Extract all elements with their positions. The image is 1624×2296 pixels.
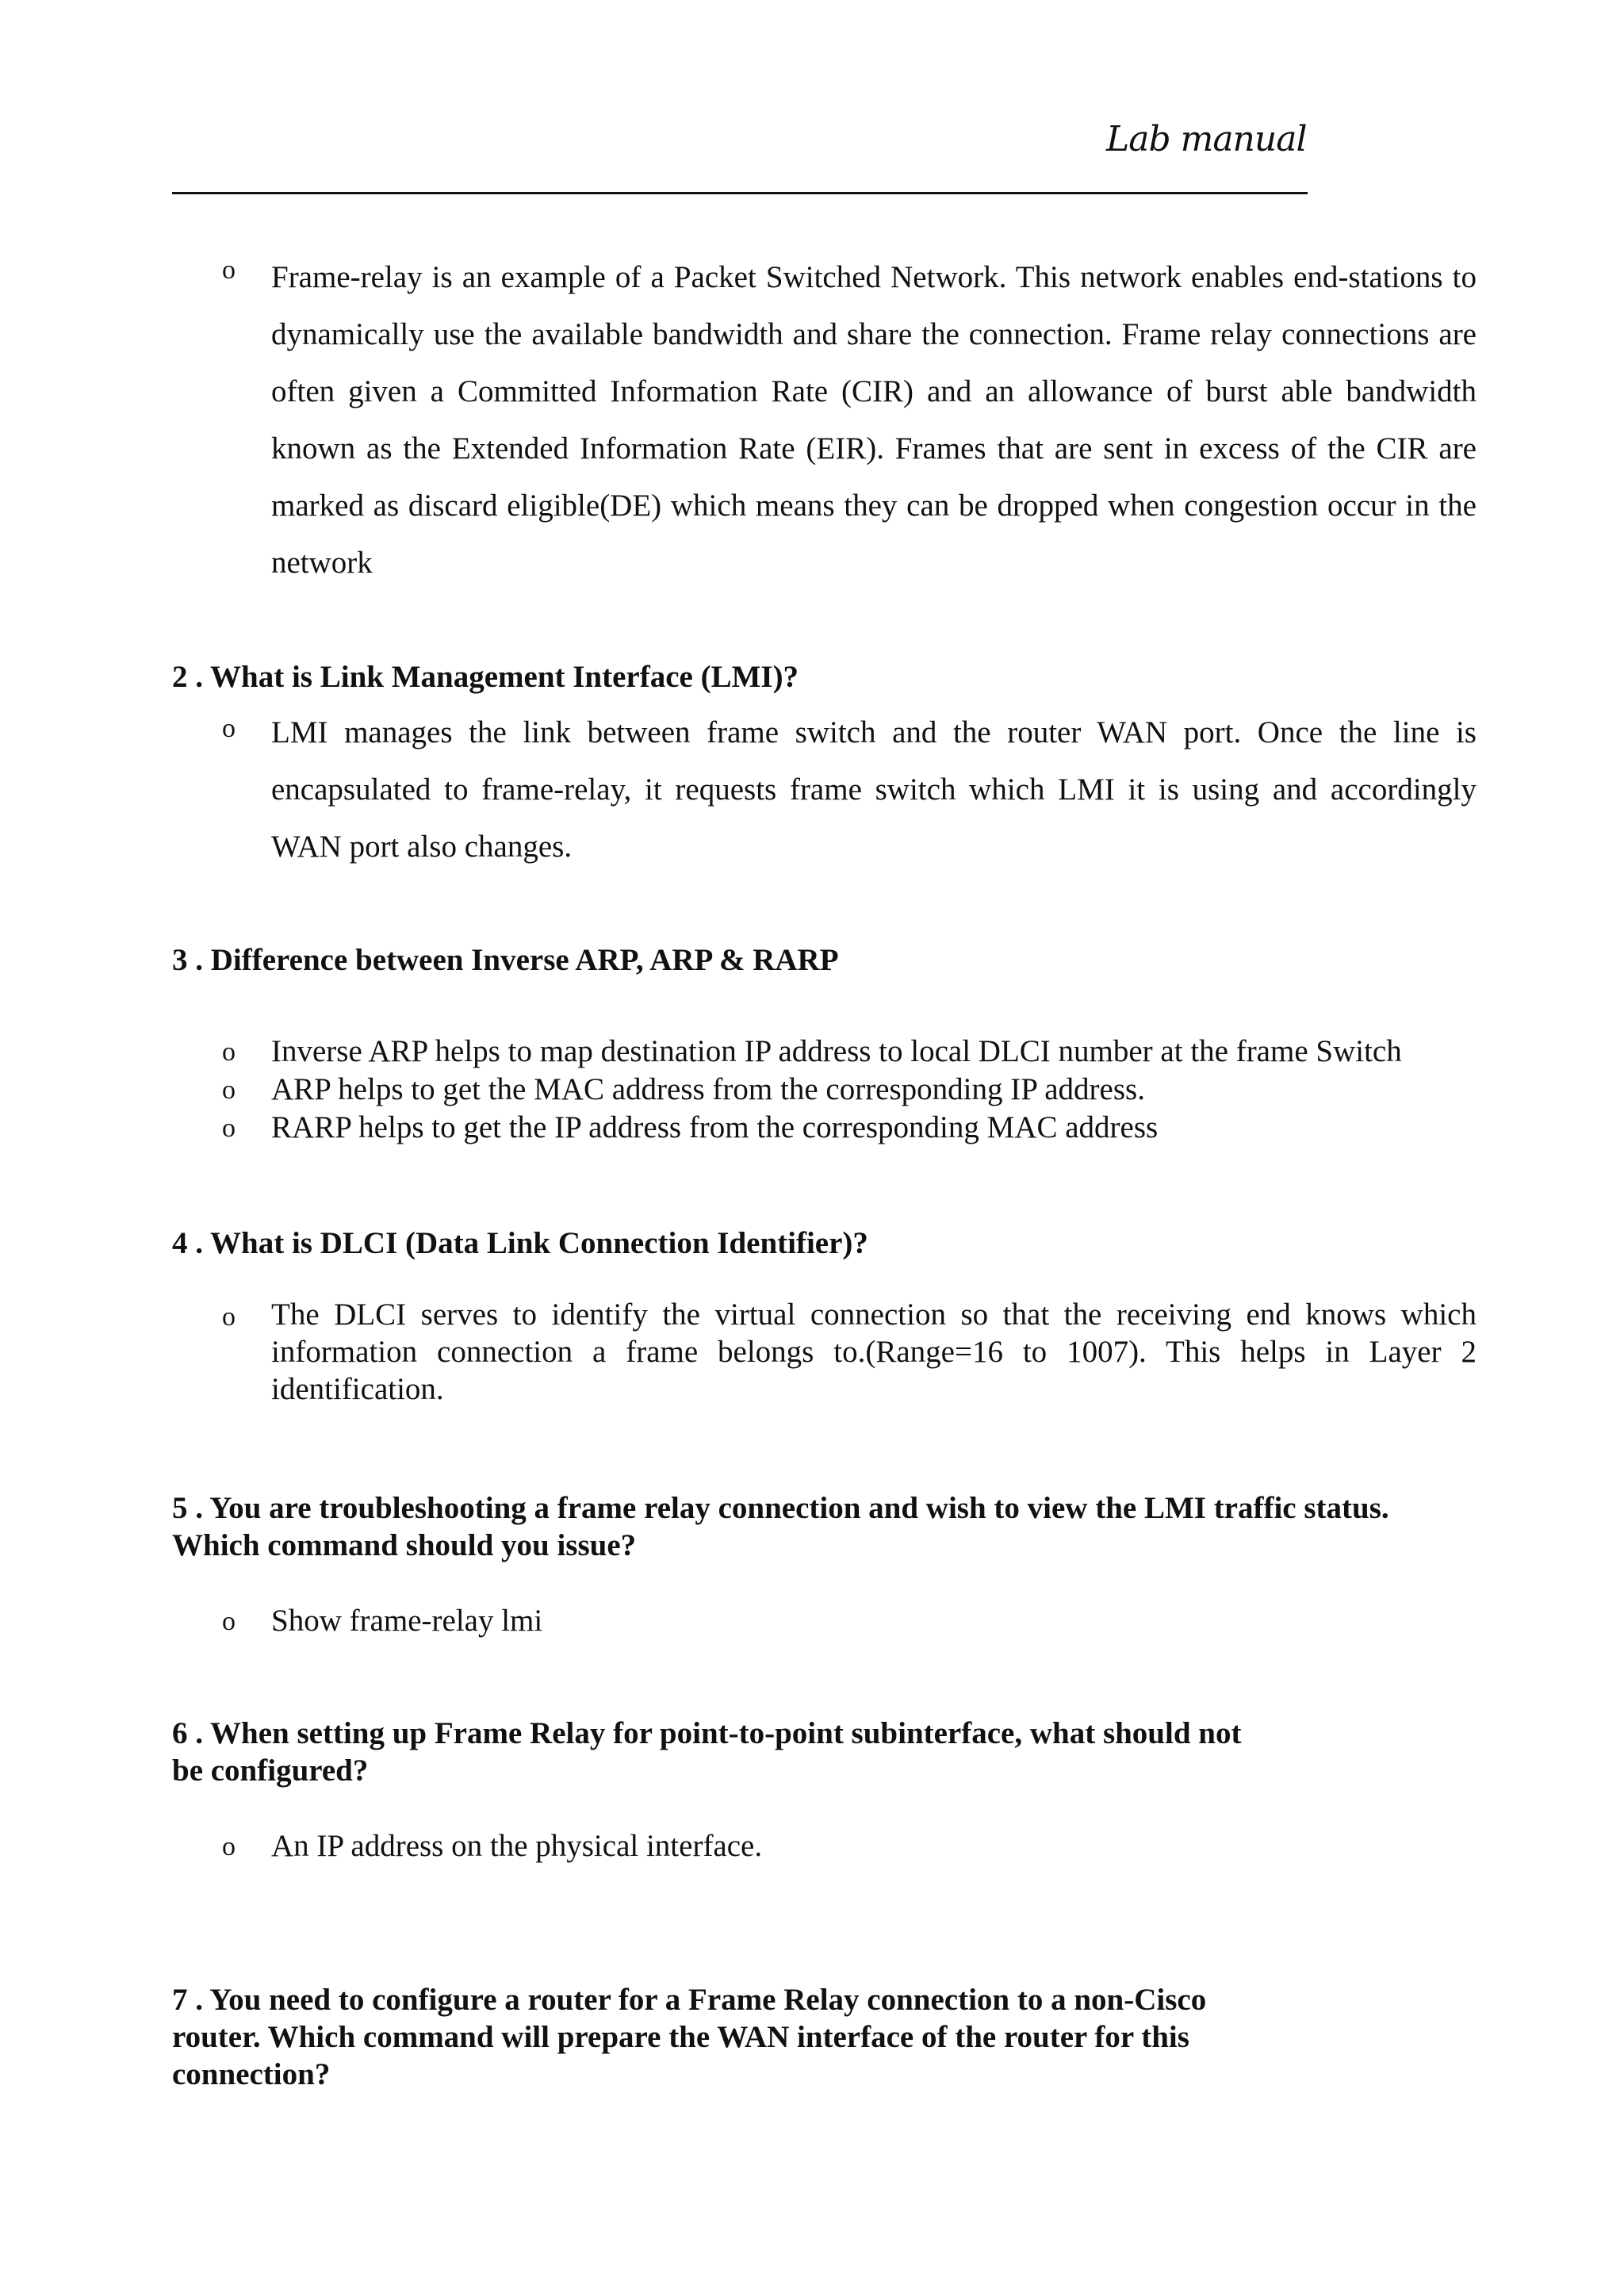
list-item: RARP helps to get the IP address from the corresponding MAC address: [271, 1110, 1159, 1144]
question-5-heading-line-1: 5 . You are troubleshooting a frame relay connection and wish to view the LMI traffic status.: [172, 1491, 1389, 1525]
question-4-answer: The DLCI serves to identify the virtual connection so that the receiving end knows which information connection a frame belongs to.(Range=16 to 1007). This helps in Layer 2 identification.: [271, 1297, 1477, 1406]
bullet-marker: o: [222, 1075, 236, 1105]
question-5-heading-line-2: Which command should you issue?: [172, 1528, 637, 1562]
question-3-heading: 3 . Difference between Inverse ARP, ARP & RARP: [172, 943, 839, 977]
bullet-marker: o: [222, 714, 236, 743]
question-6-heading-line-1: 6 . When setting up Frame Relay for point-to-point subinterface, what should not: [172, 1716, 1242, 1750]
question-7-heading-line-1: 7 . You need to configure a router for a Frame Relay connection to a non-Cisco: [172, 1983, 1207, 2017]
bullet-marker: o: [222, 1302, 236, 1332]
question-2-answer: LMI manages the link between frame switch and the router WAN port. Once the line is encapsulated to frame-relay, it requests frame switch which LMI it is using and accordingly WAN port also changes.: [271, 715, 1477, 864]
bullet-marker: o: [222, 255, 236, 285]
bullet-marker: o: [222, 1832, 236, 1861]
bullet-marker: o: [222, 1607, 236, 1636]
bullet-marker: o: [222, 1037, 236, 1067]
question-7-heading-line-3: connection?: [172, 2057, 331, 2091]
question-5-answer: Show frame-relay lmi: [271, 1604, 543, 1638]
question-7-heading-line-2: router. Which command will prepare the WAN interface of the router for this: [172, 2020, 1189, 2054]
question-4-heading: 4 . What is DLCI (Data Link Connection Identifier)?: [172, 1226, 868, 1260]
page-header-title: Lab manual: [1106, 119, 1307, 159]
intro-paragraph: Frame-relay is an example of a Packet Switched Network. This network enables end-stations to dynamically use the available bandwidth and share the connection. Frame relay connections are often given a Committed Information Rate (CIR) and an allowance of burst able bandwidth known as the Extended Information Rate (EIR). Frames that are sent in excess of the CIR are marked as discard eligible(DE) which means they can be dropped when congestion occur in the network: [271, 260, 1477, 580]
question-6-heading-line-2: be configured?: [172, 1754, 369, 1788]
list-item: Inverse ARP helps to map destination IP address to local DLCI number at the frame Switch: [271, 1034, 1402, 1068]
question-6-answer: An IP address on the physical interface.: [271, 1829, 763, 1863]
question-2-heading: 2 . What is Link Management Interface (LMI)?: [172, 660, 799, 694]
bullet-marker: o: [222, 1114, 236, 1143]
header-divider: [172, 192, 1308, 194]
list-item: ARP helps to get the MAC address from the corresponding IP address.: [271, 1072, 1145, 1106]
